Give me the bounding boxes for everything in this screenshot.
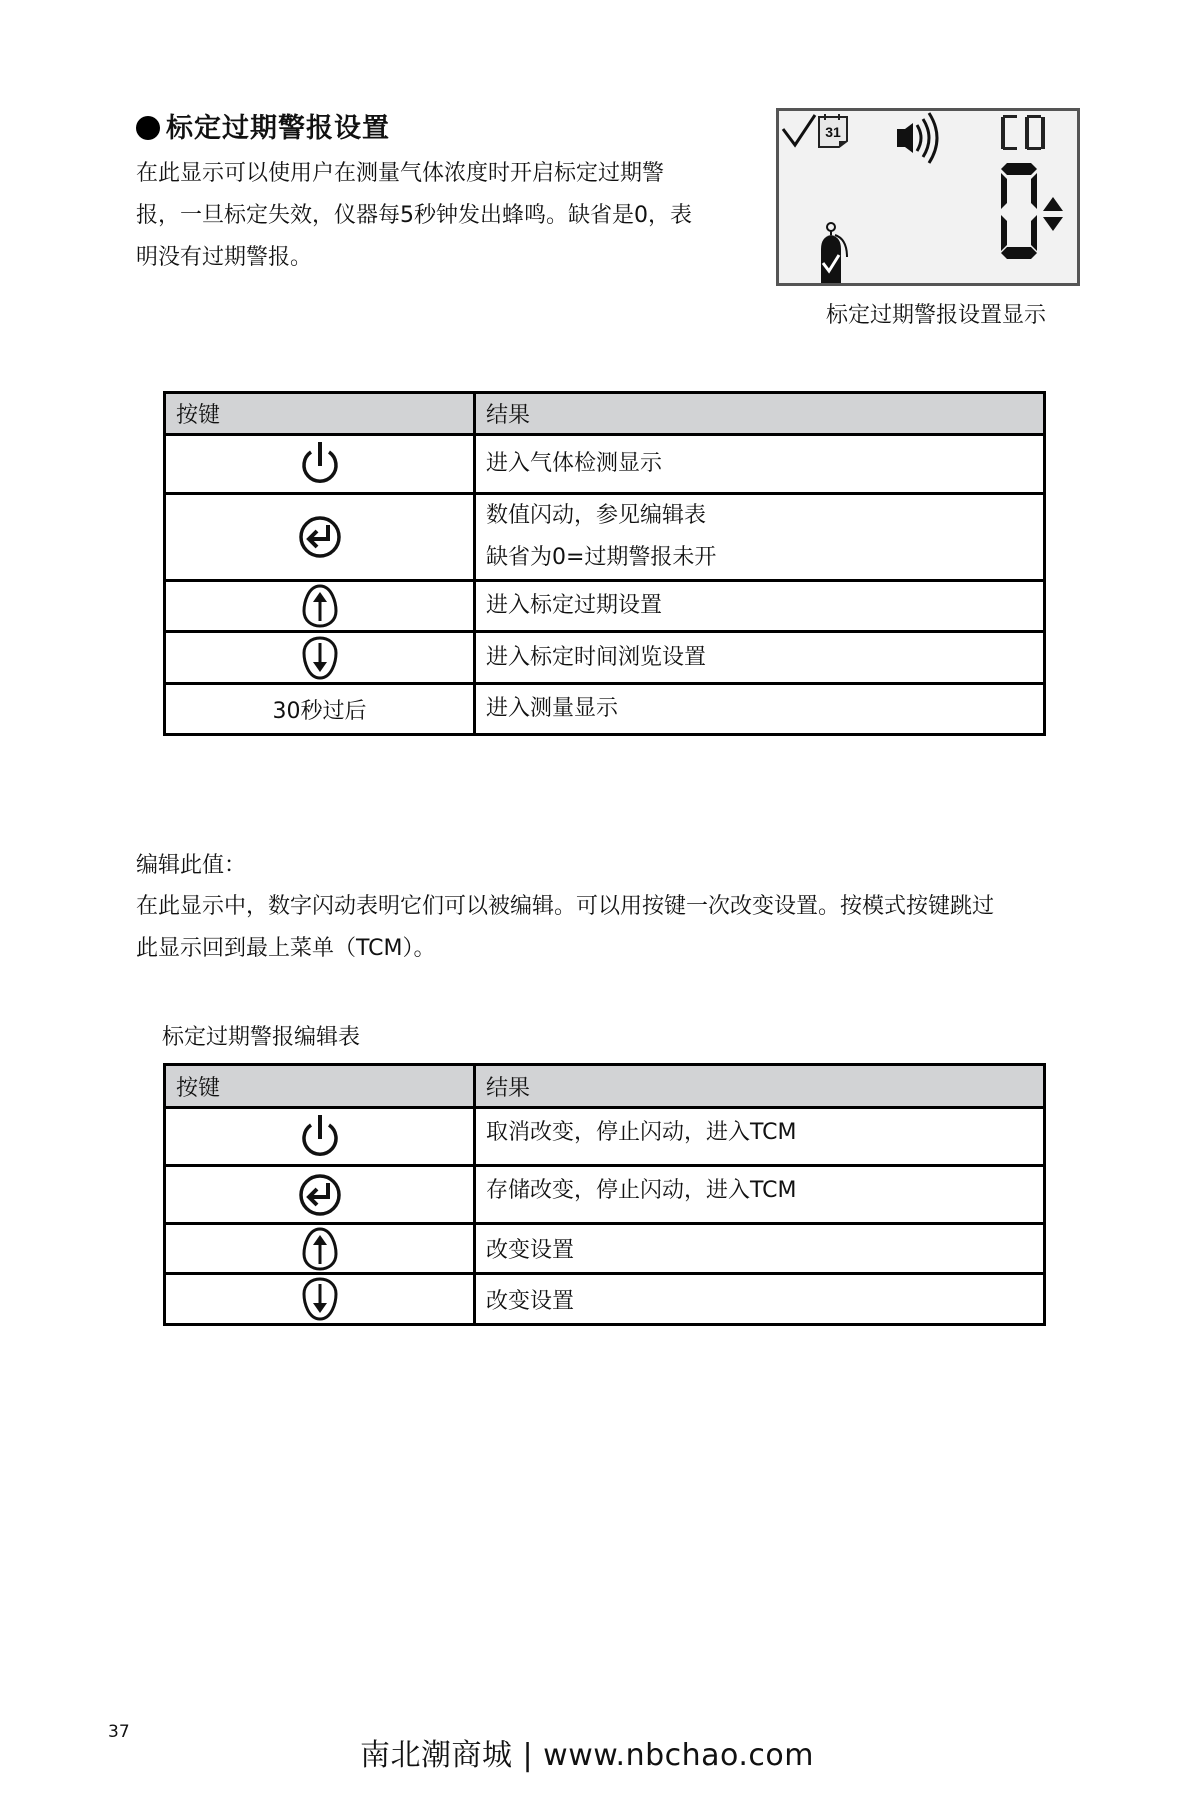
table-row [165, 1224, 1045, 1274]
key-cell [165, 435, 475, 494]
lcd-caption: 标定过期警报设置显示 [825, 303, 1046, 328]
key-result-table [163, 391, 1046, 736]
table-row [165, 632, 1045, 684]
table-row [165, 1166, 1045, 1224]
speaker-icon [897, 113, 937, 163]
key-cell [165, 1274, 475, 1325]
footer-watermark: 南北潮商城 | www.nbchao.com [360, 1738, 814, 1773]
header-key: 按键 [165, 393, 475, 435]
key-cell [165, 494, 475, 581]
gas-cylinder-check-icon [821, 223, 847, 283]
enter-icon [297, 513, 343, 561]
svg-text:31: 31 [825, 124, 841, 140]
result-cell: 改变设置 [475, 1274, 1045, 1325]
key-cell [165, 1224, 475, 1274]
paragraph-line: 报，一旦标定失效，仪器每5秒钟发出蜂鸣。缺省是0，表 [136, 203, 692, 228]
key-cell: 30秒过后 [165, 684, 475, 735]
result-text: 数值闪动，参见编辑表 [486, 503, 707, 528]
paragraph-line: 在此显示可以使用户在测量气体浓度时开启标定过期警 [136, 161, 665, 186]
result-text: 进入测量显示 [486, 696, 619, 721]
paragraph-line: 此显示回到最上菜单（TCM）。 [136, 936, 436, 961]
section-description [136, 153, 756, 279]
paragraph-line: 在此显示中，数字闪动表明它们可以被编辑。可以用按键一次改变设置。按模式按键跳过 [136, 894, 995, 919]
result-cell [475, 684, 1045, 735]
up-arrow-icon [298, 583, 342, 629]
edit-table [163, 1063, 1046, 1326]
result-text: 缺省为0=过期警报未开 [486, 545, 717, 570]
power-icon [297, 440, 343, 488]
paragraph-line: 明没有过期警报。 [136, 245, 313, 270]
key-cell [165, 581, 475, 632]
enter-icon [297, 1171, 343, 1219]
bullet-icon [136, 116, 160, 140]
table-row [165, 1274, 1045, 1325]
value-digit [1001, 163, 1037, 259]
key-cell [165, 1108, 475, 1166]
up-down-arrows-icon [1043, 197, 1063, 231]
result-cell [475, 435, 1045, 494]
result-text: 进入标定时间浏览设置 [486, 644, 707, 670]
key-cell [165, 1166, 475, 1224]
calendar-icon [819, 114, 847, 147]
result-cell: 存储改变，停止闪动，进入TCM [475, 1166, 1045, 1224]
result-cell [475, 581, 1045, 632]
down-arrow-icon [298, 635, 342, 681]
result-cell: 改变设置 [475, 1224, 1045, 1274]
gas-label-co [1001, 115, 1045, 150]
table-row [165, 1108, 1045, 1166]
table-row [165, 581, 1045, 632]
header-result: 结果 [475, 1065, 1045, 1108]
table-row [165, 494, 1045, 581]
edit-label: 编辑此值： [136, 853, 247, 878]
table-header-row [165, 393, 1045, 435]
header-result: 结果 [475, 393, 1045, 435]
table-header-row [165, 1065, 1045, 1108]
table-row [165, 435, 1045, 494]
result-text: 进入标定过期设置 [486, 593, 663, 618]
key-cell [165, 632, 475, 684]
section-title-text: 标定过期警报设置 [166, 113, 390, 144]
power-icon [297, 1113, 343, 1161]
edit-table-caption: 标定过期警报编辑表 [162, 1025, 361, 1050]
lcd-display [776, 108, 1080, 286]
result-cell [475, 494, 1045, 581]
header-key: 按键 [165, 1065, 475, 1108]
section-title [136, 106, 390, 145]
page-number: 37 [108, 1722, 130, 1742]
down-arrow-icon [298, 1276, 342, 1322]
table-row [165, 684, 1045, 735]
result-cell [475, 632, 1045, 684]
result-cell: 取消改变，停止闪动，进入TCM [475, 1108, 1045, 1166]
up-arrow-icon [298, 1226, 342, 1272]
result-text: 进入气体检测显示 [486, 451, 663, 476]
check-icon [783, 115, 815, 145]
edit-description [136, 886, 994, 970]
